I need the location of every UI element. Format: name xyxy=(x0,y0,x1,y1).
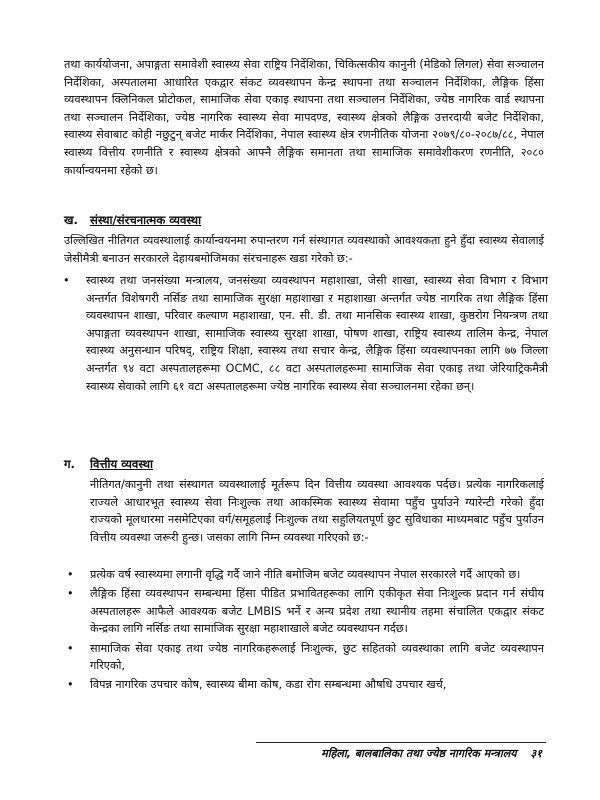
page-number: ३१ xyxy=(530,747,542,760)
section-ga-heading xyxy=(64,457,153,472)
list-item: • सामाजिक सेवा एकाइ तथा ज्येष्ठ नागरिकहरूलाई निःशुल्क, छुट सहितको व्यवस्थाका लागि बजेट व्यवस्थापन गरिएको, xyxy=(67,641,544,673)
bullet-icon: • xyxy=(67,587,74,601)
bullet-icon: • xyxy=(67,678,74,692)
section-kha-bullet-list xyxy=(63,272,548,397)
bullet-icon: • xyxy=(63,274,70,287)
section-kha-heading xyxy=(64,213,201,228)
list-item: • प्रत्येक वर्ष स्वास्थ्यमा लगानी वृद्धि गर्दै जाने नीति बमोजिम बजेट व्यवस्थापन नेपाल सरकारले गर्दै आएको छ। xyxy=(90,566,544,584)
section-ga-title: वित्तीय व्यवस्था xyxy=(90,457,154,471)
footer-ministry: महिला, बालबालिका तथा ज्येष्ठ नागरिक मन्त्रालय xyxy=(321,747,517,760)
section-ga-number: ग. xyxy=(64,457,75,471)
list-item: • स्वास्थ्य तथा जनसंख्या मन्त्रालय, जनसंख्या व्यवस्थापन महाशाखा, जेसी शाखा, स्वास्थ्य सेवा विभाग र विभाग अन्तर्गत विशेषगरी नर्सिङ तथा सामाजिक सुरक्षा महाशाखा र महाशाखा अन्तर्गत ज्येष्ठ नागरिक तथा लैङ्गिक हिंसा व्यवस्थापन शाखा, परिवार कल्याण महाशाखा, एन. सी. डी. तथा मानसिक स्वास्थ्य शाखा, कुष्ठरोग नियन्त्रण तथा अपाङ्गता व्यवस्थापन शाखा, सामाजिक स्वास्थ्य सुरक्षा शाखा, पोषण शाखा, राष्ट्रिय स्वास्थ्य तालिम केन्द्र, नेपाल स्वास्थ्य अनुसन्धान परिषद्, राष्ट्रिय शिक्षा, स्वास्थ्य तथा सचार केन्द्र, लैङ्गिक हिंसा व्यवस्थापनका लागि ७७ जिल्ला अन्तर्गत ९४ वटा अस्पतालहरूमा OCMC, ८८ वटा अस्पतालहरूमा सामाजिक सेवा एकाइ तथा जेरियाट्रिकमैत्री स्वास्थ्य सेवाको लागि ६१ वटा अस्पतालहरूमा ज्येष्ठ नागरिक स्वास्थ्य सेवा सञ्चालनमा रहेका छन्। xyxy=(63,274,548,393)
bullet-icon: • xyxy=(67,641,74,655)
section-kha-title: संस्था/संरचनात्मक व्यवस्था xyxy=(90,213,202,227)
intro-paragraph: तथा कार्ययोजना, अपाङ्गता समावेशी स्वास्थ्य सेवा राष्ट्रिय निर्देशिका, चिकित्सकीय कानुनी (मेडिको लिगल) सेवा सञ्चालन निर्देशिका, अस्पतालमा आधारित एकद्वार संकट व्यवस्थापन केन्द्र स्थापना तथा सञ्चालन निर्देशिका, लैङ्गिक हिंसा व्यवस्थापन क्लिनिकल प्रोटोकल, सामाजिक सेवा एकाइ स्थापना तथा सञ्चालन निर्देशिका, ज्येष्ठ नागरिक वार्ड स्थापना तथा सञ्चालन निर्देशिका, ज्येष्ठ नागरिक स्वास्थ्य सेवा मापदण्ड, स्वास्थ्य क्षेत्रको लैङ्गिक उत्तरदायी बजेट निर्देशिका, स्वास्थ्य सेवाबाट कोही नछुटुन् बजेट मार्कर निर्देशिका, नेपाल स्वास्थ्य क्षेत्र रणनीतिक योजना २०७९/८०-२०८७/८८, नेपाल स्वास्थ्य वित्तीय रणनीति र स्वास्थ्य क्षेत्रको आफ्नै लैङ्गिक समानता तथा सामाजिक समावेशीकरण रणनीति, २०८० कार्यान्वयनमा रहेको छ। xyxy=(64,58,544,177)
list-item: • लैङ्गिक हिंसा व्यवस्थापन सम्बन्धमा हिंसा पीडित प्रभावितहरूका लागि एकीकृत सेवा निःशुल्क प्रदान गर्न संघीय अस्पतालहरू आफैले आवश्यक बजेट LMBIS भर्ने र अन्य प्रदेश तथा स्थानीय तहमा संचालित एकद्वार संकट केन्द्रका लागि नर्सिङ तथा सामाजिक सुरक्षा महाशाखाले बजेट व्यवस्थापन गर्दछ। xyxy=(67,587,544,636)
list-item: • विपन्न नागरिक उपचार कोष, स्वास्थ्य बीमा कोष, कडा रोग सम्बन्धमा औषधि उपचार खर्च, xyxy=(90,676,544,694)
page-footer xyxy=(321,746,542,761)
section-ga-paragraph: नीतिगत/कानुनी तथा संस्थागत व्यवस्थालाई मूर्तरूप दिन वित्तीय व्यवस्था आवश्यक पर्दछ। प्रत्येक नागरिकलाई राज्यले आधारभूत स्वास्थ्य सेवा निःशुल्क तथा आकस्मिक स्वास्थ्य सेवामा पहुँच पुर्याउने ग्यारेन्टी गरेको हुँदा राज्यको मूलधारमा नसमेटिएका वर्ग/समूहलाई निःशुल्क तथा सहुलियतपूर्ण छुट सुविधाका माध्यमबाट पहुँच पुर्याउन वित्तीय व्यवस्था जरूरी हुन्छ। जसका लागि निम्न व्यवस्था गरिएको छ:- xyxy=(90,478,544,544)
bullet-icon: • xyxy=(67,568,74,581)
section-kha-paragraph: उल्लिखित नीतिगत व्यवस्थालाई कार्यान्वयनमा रुपान्तरण गर्न संस्थागत व्यवस्थाको आवश्यकता हुने हुँदा स्वास्थ्य सेवालाई जेसीमैत्री बनाउन सरकारले देहायबमोजिमका संरचनाहरू खडा गरेको छ:- xyxy=(64,234,544,265)
section-kha-number: ख. xyxy=(64,213,78,227)
section-ga-bullet-list xyxy=(67,566,544,696)
footer-rule xyxy=(256,742,546,743)
